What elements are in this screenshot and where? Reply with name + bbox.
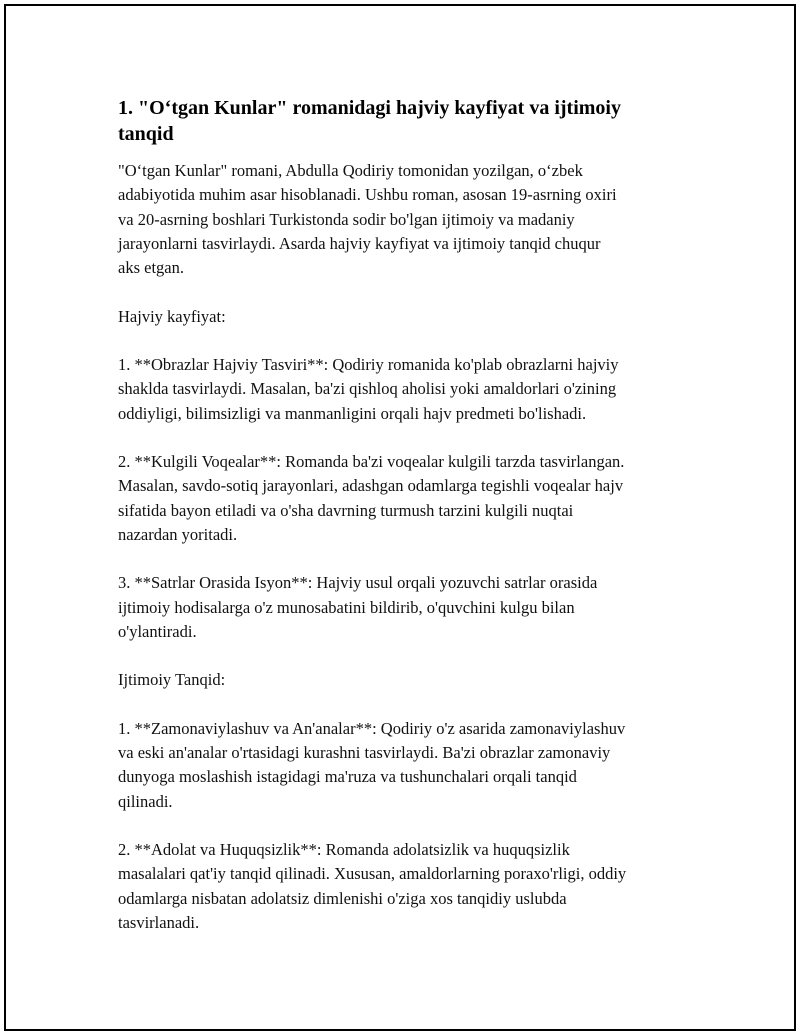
text-line: "O‘tgan Kunlar" romani, Abdulla Qodiriy tomonidan yozilgan, o‘zbek [118, 161, 583, 180]
text-line: o'ylantiradi. [118, 621, 197, 641]
text-line: sifatida bayon etiladi va o'sha davrning turmush tarzini kulgili nuqtai [118, 500, 574, 520]
text-line: tasvirlanadi. [118, 912, 200, 932]
text-line: aks etgan. [118, 258, 184, 277]
text-line: Hajviy kayfiyat: [118, 306, 226, 326]
text-line: qilinadi. [118, 791, 173, 811]
list-item [118, 353, 626, 426]
text-line: 2. **Adolat va Huquqsizlik**: Romanda adolatsizlik va huquqsizlik [118, 840, 570, 859]
list-item [118, 838, 626, 935]
text-line: 1. **Zamonaviylashuv va An'analar**: Qodiriy o'z asarida zamonaviylashuv [118, 718, 626, 738]
section-label-critique [118, 668, 626, 692]
text-line: 2. **Kulgili Voqealar**: Romanda ba'zi voqealar kulgili tarzda tasvirlangan. [118, 452, 625, 471]
text-line: va eski an'analar o'rtasidagi kurashni tasvirlaydi. Ba'zi obrazlar zamonaviy [118, 743, 611, 762]
document-body [118, 95, 626, 935]
text-line: 1. **Obrazlar Hajviy Tasviri**: Qodiriy romanida ko'plab obrazlarni hajviy [118, 355, 619, 374]
text-line: dunyoga moslashish istagidagi ma'ruza va tushunchalari orqali tanqid [118, 767, 577, 787]
text-line: ijtimoiy hodisalarga o'z munosabatini bildirib, o'quvchini kulgu bilan [118, 597, 575, 617]
page-title [118, 95, 626, 147]
text-line: oddiyligi, bilimsizligi va manmanligini orqali hajv predmeti bo'lishadi. [118, 403, 587, 423]
text-line: odamlarga nisbatan adolatsiz dimlenishi o'ziga xos tanqidiy uslubda [118, 888, 567, 908]
text-line: masalalari qat'iy tanqid qilinadi. Xususan, amaldorlarning poraxo'rligi, oddiy [118, 864, 627, 884]
list-item [118, 571, 626, 644]
text-line: 3. **Satrlar Orasida Isyon**: Hajviy usul orqali yozuvchi satrlar orasida [118, 573, 598, 593]
intro-paragraph [118, 159, 626, 280]
section-label-humor [118, 305, 626, 329]
list-item [118, 717, 626, 814]
text-line: adabiyotida muhim asar hisoblanadi. Ushbu roman, asosan 19-asrning oxiri [118, 185, 617, 205]
text-line: shaklda tasvirlaydi. Masalan, ba'zi qishloq aholisi yoki amaldorlari o'zining [118, 379, 617, 399]
text-line: Ijtimoiy Tanqid: [118, 670, 226, 690]
text-line: jarayonlarni tasvirlaydi. Asarda hajviy kayfiyat va ijtimoiy tanqid chuqur [118, 233, 601, 253]
title-line: 1. "O‘tgan Kunlar" romanidagi hajviy kayfiyat va ijtimoiy [118, 97, 621, 119]
text-line: Masalan, savdo-sotiq jarayonlari, adashgan odamlarga tegishli voqealar hajv [118, 476, 624, 496]
text-line: nazardan yoritadi. [118, 524, 238, 544]
text-line: va 20-asrning boshlari Turkistonda sodir bo'lgan ijtimoiy va madaniy [118, 209, 575, 229]
title-line: tanqid [118, 123, 174, 145]
list-item [118, 450, 626, 547]
